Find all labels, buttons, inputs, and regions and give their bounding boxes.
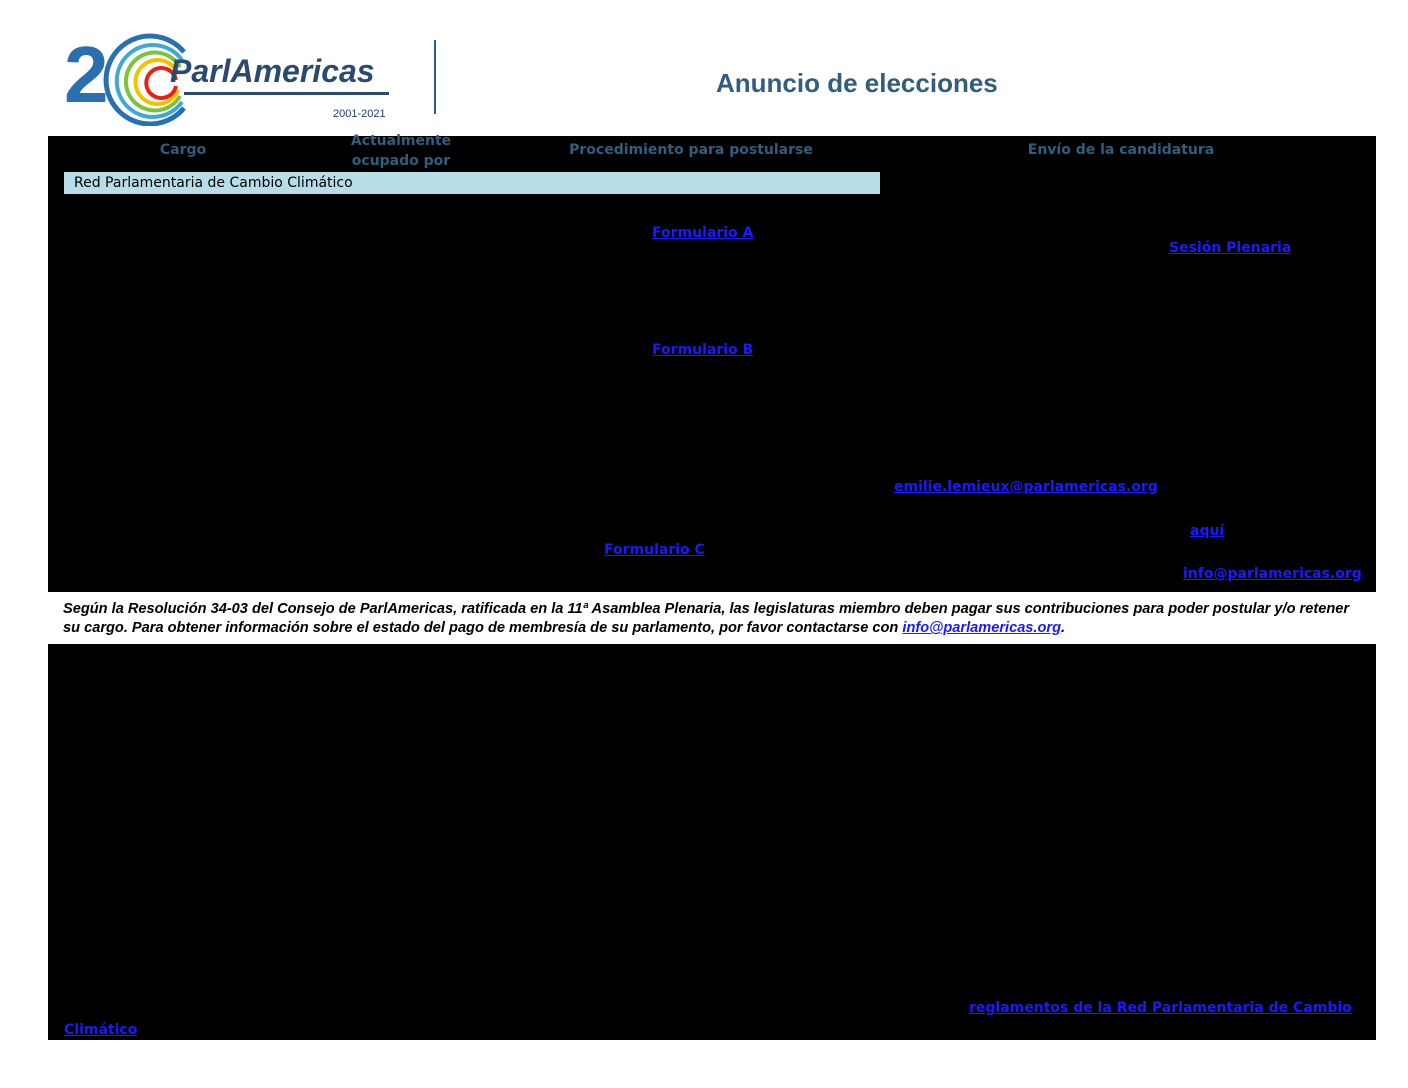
header-area [48,26,1376,136]
notice-end: . [1060,620,1066,636]
document-page [48,26,1376,1040]
column-header-envio: Envío de la candidatura [1027,142,1215,158]
sesion-plenaria-link[interactable]: Sesión Plenaria [1169,240,1292,256]
notice-paragraph [63,600,1353,638]
column-header-ocupado: Actualmente ocupado por [350,133,452,169]
reglamentos-link-line2[interactable]: Climático [64,1022,138,1038]
notice-text: Según la Resolución 34-03 del Consejo de ParlAmericas, ratificada en la 11ª Asamblea Plenaria, las legislaturas miembro deben pagar sus contribuciones para poder postular y/o retener su cargo. Para obtener información sobre el estado del pago de membresía de su parlamento, por favor contactarse con [63,601,1350,636]
formulario-c-link[interactable]: Formulario C [604,542,705,558]
section-label: Red Parlamentaria de Cambio Climático [74,175,353,191]
aqui-link[interactable]: aquí [1190,523,1225,539]
email-info-link[interactable]: info@parlamericas.org [1183,566,1362,582]
membership-notice [48,592,1376,644]
page-title: Anuncio de elecciones [716,68,998,98]
header-divider [434,40,436,114]
formulario-a-link[interactable]: Formulario A [652,225,754,241]
email-emilie-link[interactable]: emilie.lemieux@parlamericas.org [894,479,1158,495]
notice-email-link[interactable]: info@parlamericas.org [902,620,1061,636]
formulario-b-link[interactable]: Formulario B [652,342,754,358]
column-header-cargo: Cargo [159,142,207,158]
svg-text:2: 2 [64,30,109,119]
logo-wordmark: ParlAmericas [170,53,375,89]
logo-years: 2001-2021 [333,108,386,120]
reglamentos-link-line1[interactable]: reglamentos de la Red Parlamentaria de Cambio [969,1000,1352,1016]
column-header-procedimiento: Procedimiento para postularse [569,142,813,158]
section-bar [64,172,880,194]
